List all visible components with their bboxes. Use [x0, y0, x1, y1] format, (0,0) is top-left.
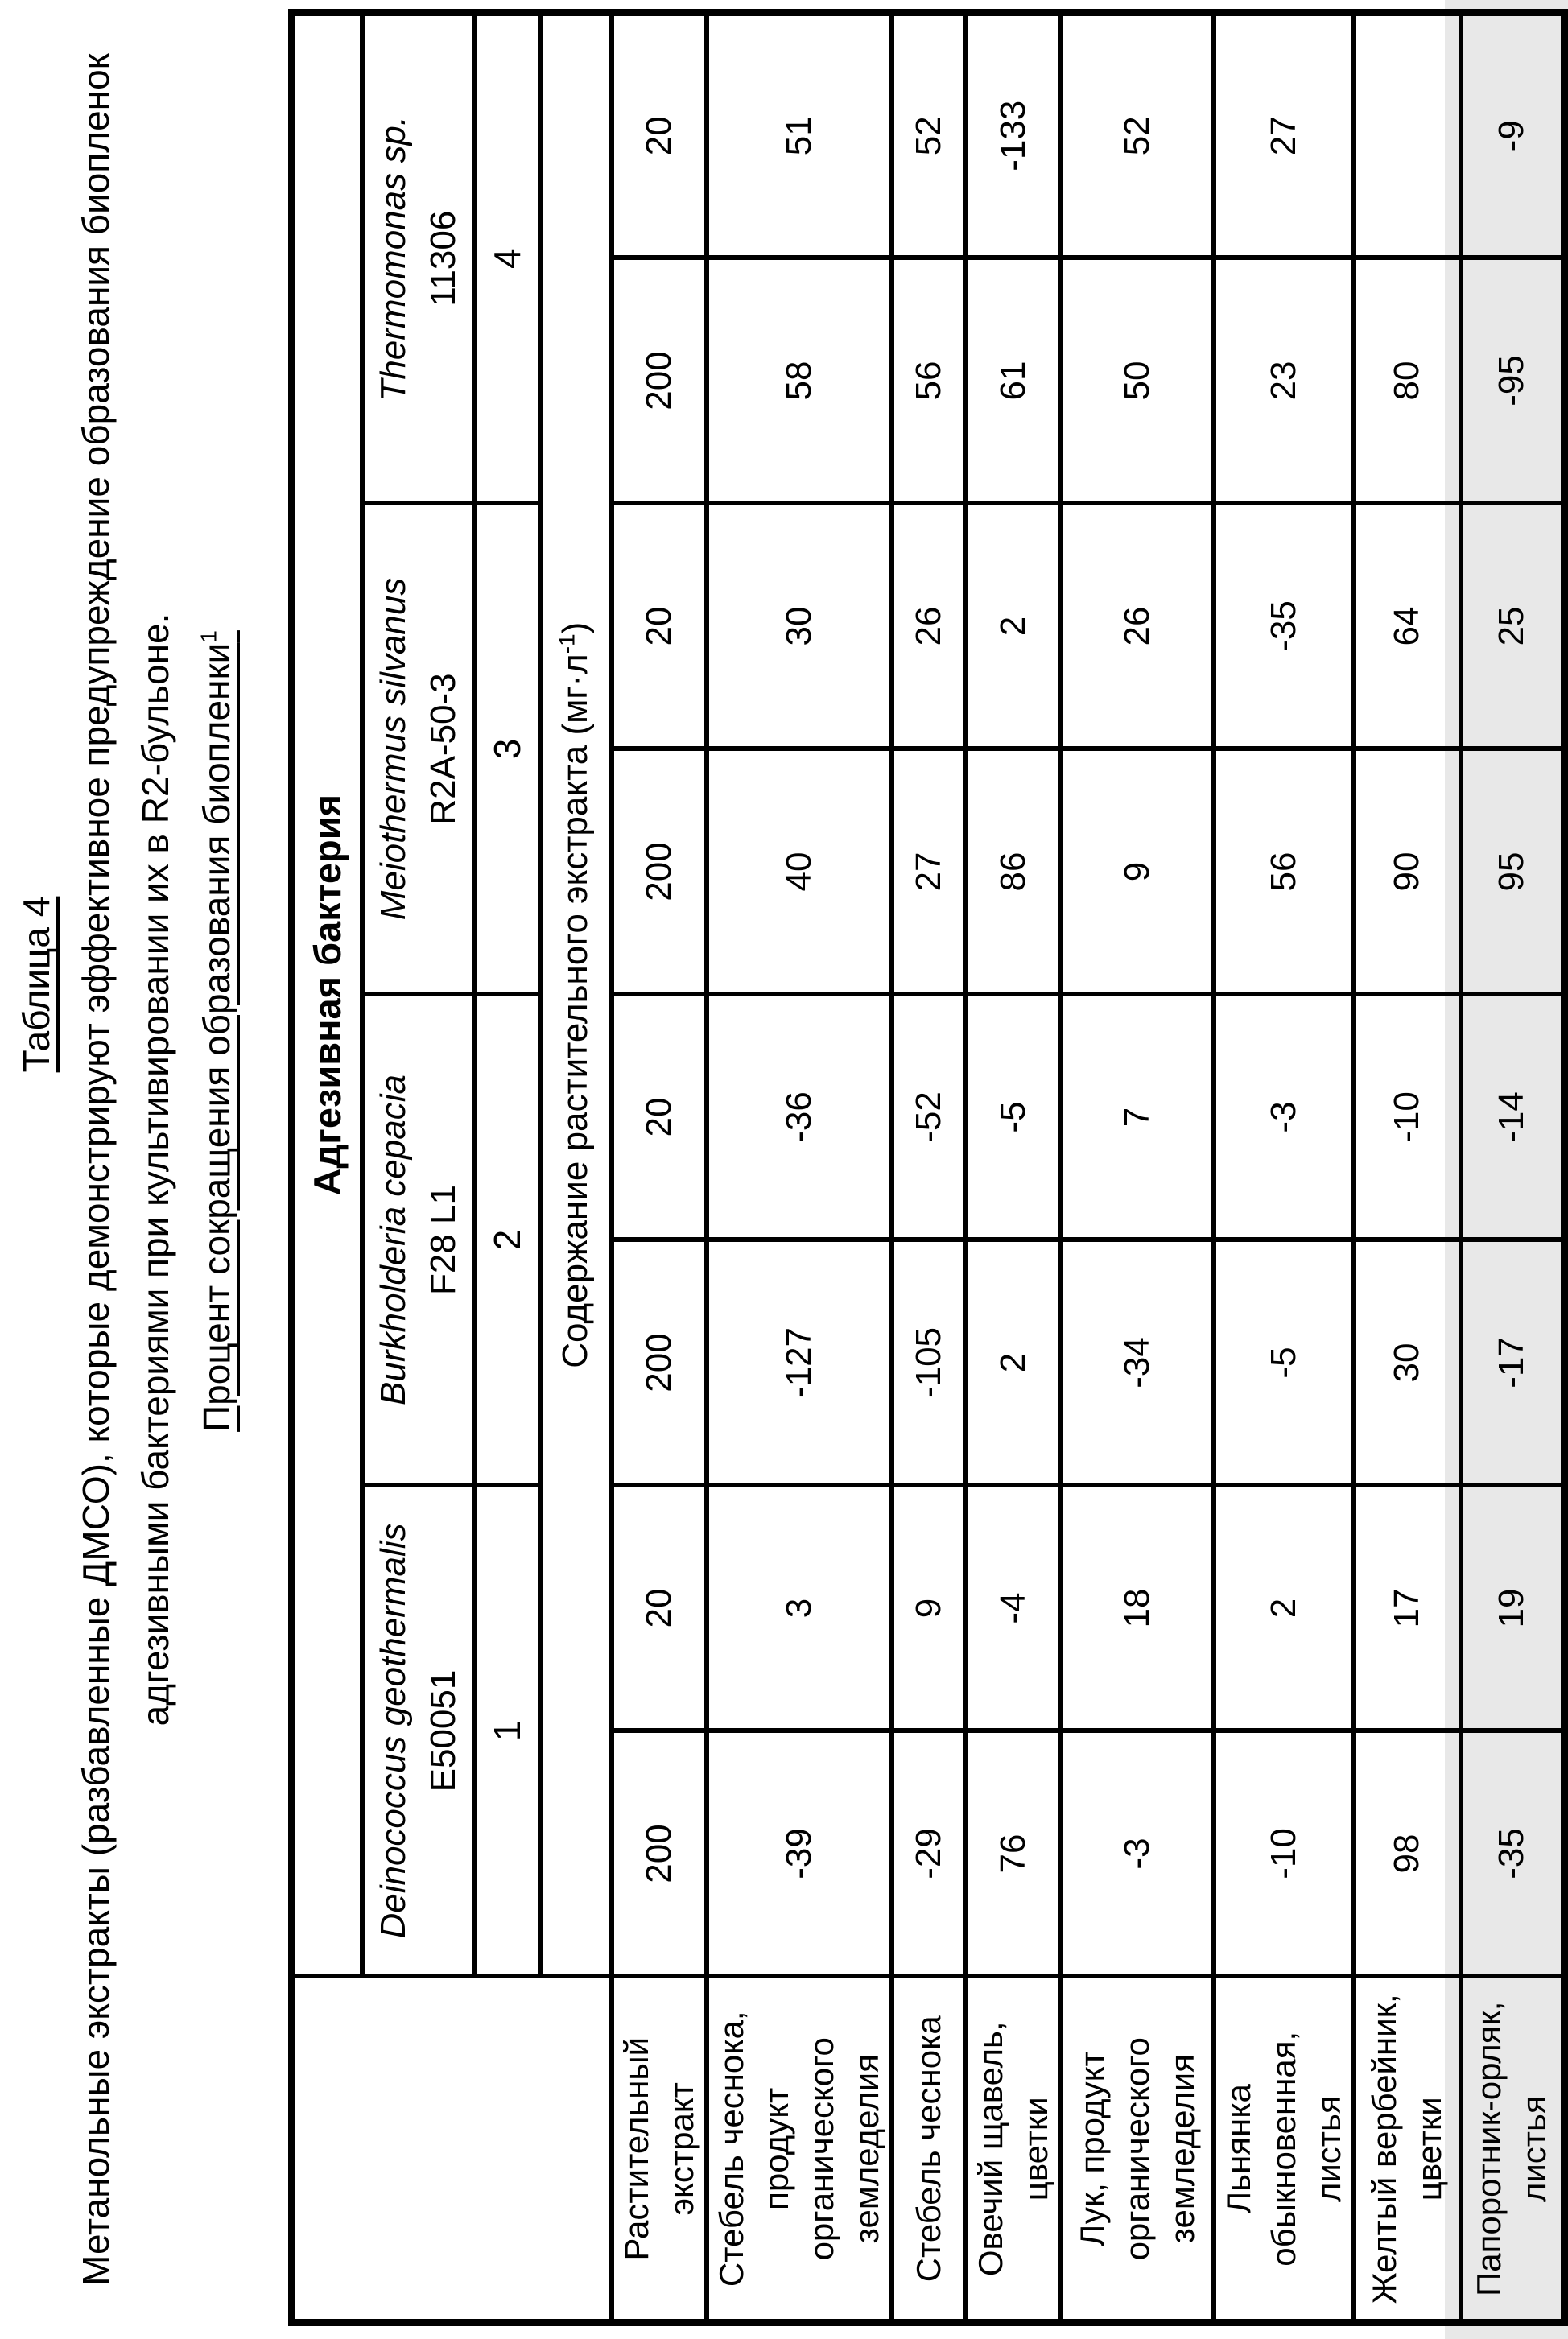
- table-caption: [14, 0, 58, 2154]
- value-cell: 58: [707, 258, 892, 504]
- value-cell: 30: [707, 504, 892, 749]
- footnote-marker: 1: [196, 630, 221, 643]
- value-cell: -10: [1214, 1731, 1354, 1977]
- species-strain: 11306: [423, 210, 463, 307]
- exponent: -1: [554, 633, 580, 654]
- value-cell: 61: [966, 258, 1061, 504]
- value-cell: -3: [1214, 995, 1354, 1240]
- row-label-cell: Папоротник-орляк, листья: [1461, 1977, 1565, 2323]
- row-label-cell: Желтый вербейник, цветки: [1354, 1977, 1461, 2323]
- value-cell: 20: [612, 504, 707, 749]
- value-cell: 200: [612, 258, 707, 504]
- value-cell: 200: [612, 1240, 707, 1486]
- value-cell: -39: [707, 1731, 892, 1977]
- value-cell: 98: [1354, 1731, 1461, 1977]
- value-cell: 20: [612, 1486, 707, 1731]
- value-cell: 17: [1354, 1486, 1461, 1731]
- row-label-cell: Льнянка обыкновенная, листья: [1214, 1977, 1354, 2323]
- value-cell: 50: [1061, 258, 1214, 504]
- value-cell: -105: [892, 1240, 966, 1486]
- value-cell: 27: [892, 749, 966, 995]
- title-line-2: адгезивными бактериями при культивировании их в R2-бульоне.: [134, 613, 176, 1726]
- value-cell: 9: [892, 1486, 966, 1731]
- value-cell: 76: [966, 1731, 1061, 1977]
- corner-cell: [292, 1977, 612, 2323]
- table-row: [612, 13, 707, 2323]
- value-cell: 80: [1354, 258, 1461, 504]
- value-cell: [1354, 13, 1461, 258]
- row-label-cell: Стебель чеснока: [892, 1977, 966, 2323]
- value-cell: -133: [966, 13, 1061, 258]
- group-header-cell: Адгезивная бактерия: [292, 13, 362, 1977]
- data-table: [288, 9, 1568, 2326]
- table-row: [1214, 13, 1354, 2323]
- value-cell: 52: [892, 13, 966, 258]
- value-cell: -127: [707, 1240, 892, 1486]
- value-cell: -35: [1461, 1731, 1565, 1977]
- value-cell: 2: [966, 1240, 1061, 1486]
- species-cell-4: [362, 13, 475, 504]
- value-cell: 95: [1461, 749, 1565, 995]
- table-caption-text: Таблица 4: [15, 896, 57, 1073]
- row-label-cell: Растительный экстракт: [612, 1977, 707, 2323]
- value-cell: -5: [966, 995, 1061, 1240]
- value-cell: -35: [1214, 504, 1354, 749]
- species-cell-2: [362, 995, 475, 1486]
- species-strain: F28 L1: [423, 1185, 463, 1295]
- value-cell: 23: [1214, 258, 1354, 504]
- value-cell: -36: [707, 995, 892, 1240]
- value-cell: -95: [1461, 258, 1565, 504]
- value-cell: -17: [1461, 1240, 1565, 1486]
- species-strain: E50051: [423, 1669, 463, 1792]
- value-cell: -4: [966, 1486, 1061, 1731]
- value-cell: -14: [1461, 995, 1565, 1240]
- value-cell: 200: [612, 1731, 707, 1977]
- value-cell: -29: [892, 1731, 966, 1977]
- column-number-cell: 2: [475, 995, 540, 1486]
- value-cell: 2: [1214, 1486, 1354, 1731]
- title-line-3: [195, 0, 238, 2201]
- content-header-cell: Содержание растительного экстракта (мг·л$^{-1}$): [540, 13, 612, 1977]
- value-cell: 19: [1461, 1486, 1565, 1731]
- value-cell: -52: [892, 995, 966, 1240]
- value-cell: 30: [1354, 1240, 1461, 1486]
- column-number-cell: 3: [475, 504, 540, 995]
- table-row: [707, 13, 892, 2323]
- value-cell: 40: [707, 749, 892, 995]
- table-row: [1354, 13, 1461, 2323]
- value-cell: -10: [1354, 995, 1461, 1240]
- row-label-cell: Стебель чеснока, продукт органического земледелия: [707, 1977, 892, 2323]
- table-row: [1461, 13, 1565, 2323]
- value-cell: 7: [1061, 995, 1214, 1240]
- value-cell: 64: [1354, 504, 1461, 749]
- table-row: [966, 13, 1061, 2323]
- value-cell: 52: [1061, 13, 1214, 258]
- value-cell: -3: [1061, 1731, 1214, 1977]
- column-number-cell: 4: [475, 13, 540, 504]
- value-cell: 90: [1354, 749, 1461, 995]
- value-cell: 86: [966, 749, 1061, 995]
- value-cell: 51: [707, 13, 892, 258]
- species-name: Deinococcus geothermalis: [373, 1523, 413, 1939]
- species-name: Burkholderia cepacia: [373, 1075, 413, 1405]
- species-name: Meiothermus silvanus: [373, 577, 413, 921]
- value-cell: 56: [1214, 749, 1354, 995]
- value-cell: 20: [612, 995, 707, 1240]
- value-cell: 27: [1214, 13, 1354, 258]
- title-line-1: Метанольные экстракты (разбавленные ДМСО), которые демонстрируют эффективное предупреждение образования биопленок: [75, 53, 117, 2286]
- row-label-cell: Овечий щавель, цветки: [966, 1977, 1061, 2323]
- value-cell: 26: [892, 504, 966, 749]
- value-cell: 2: [966, 504, 1061, 749]
- row-label-cell: Лук, продукт органического земледелия: [1061, 1977, 1214, 2323]
- value-cell: 25: [1461, 504, 1565, 749]
- value-cell: 18: [1061, 1486, 1214, 1731]
- value-cell: 20: [612, 13, 707, 258]
- value-cell: 3: [707, 1486, 892, 1731]
- column-number-cell: 1: [475, 1486, 540, 1977]
- species-cell-3: [362, 504, 475, 995]
- value-cell: -34: [1061, 1240, 1214, 1486]
- title-line-3-underlined: Процент сокращения образования биопленки$^1$: [196, 630, 237, 1432]
- species-cell-1: [362, 1486, 475, 1977]
- species-strain: R2A-50-3: [423, 673, 463, 825]
- table-row: [892, 13, 966, 2323]
- table-row: [1061, 13, 1214, 2323]
- value-cell: 26: [1061, 504, 1214, 749]
- value-cell: 200: [612, 749, 707, 995]
- value-cell: 9: [1061, 749, 1214, 995]
- value-cell: -9: [1461, 13, 1565, 258]
- value-cell: 56: [892, 258, 966, 504]
- value-cell: -5: [1214, 1240, 1354, 1486]
- species-name: Thermomonas sp.: [373, 115, 413, 402]
